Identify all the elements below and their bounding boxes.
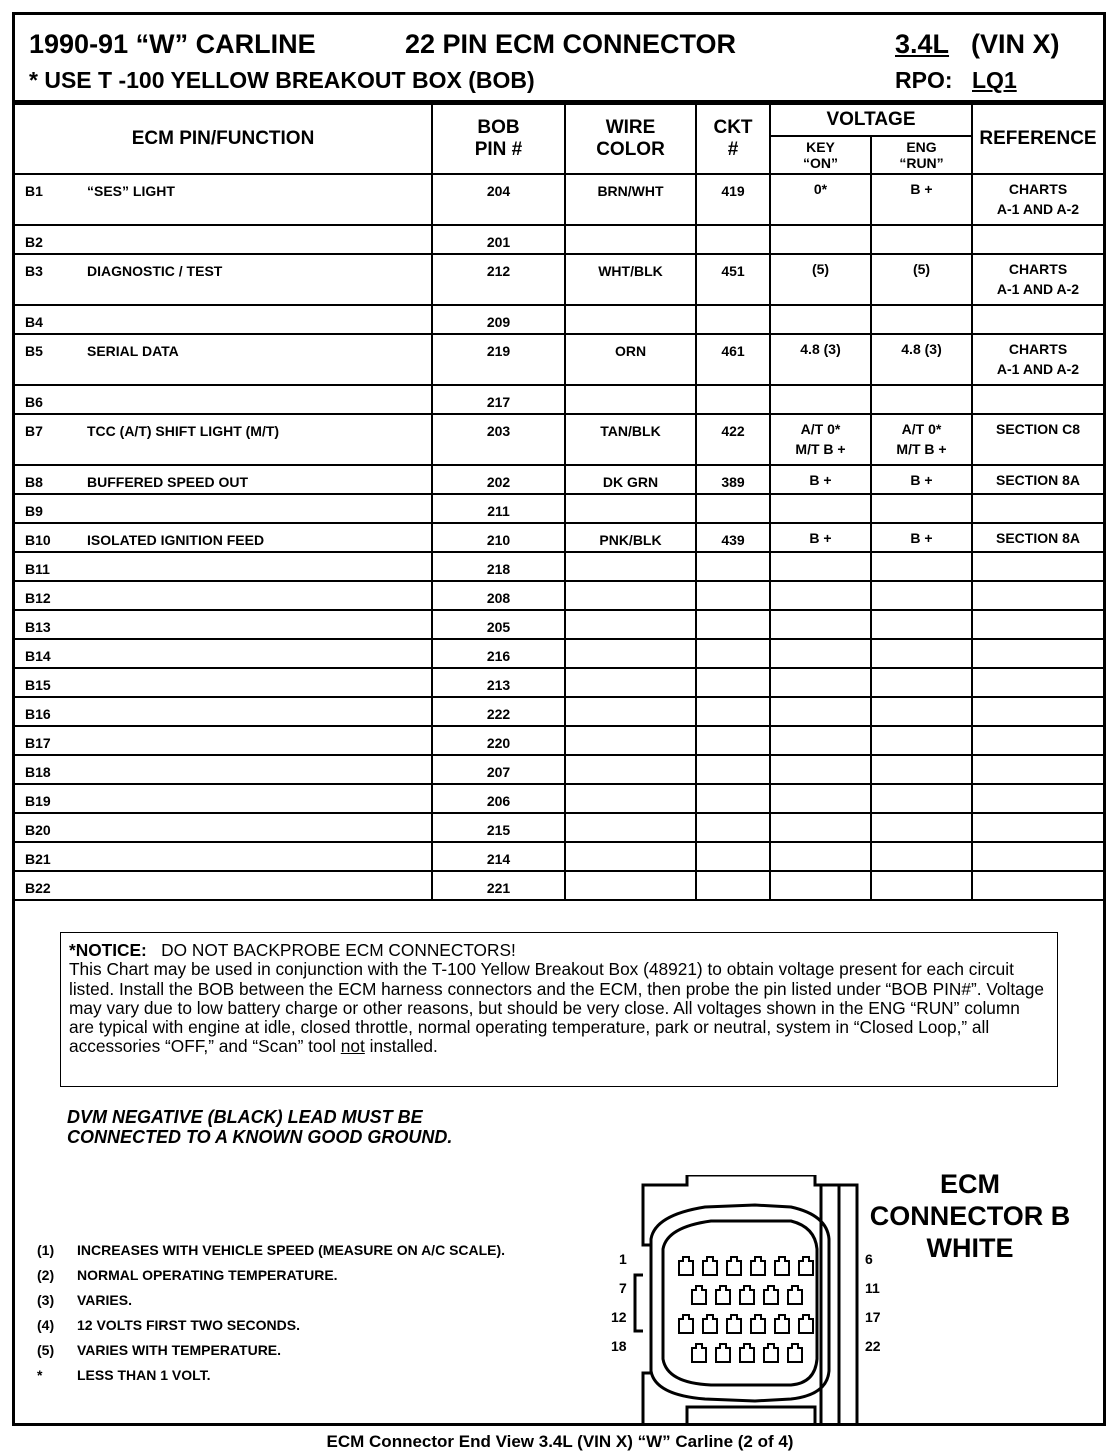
connector-pin-cavity <box>692 1344 706 1362</box>
ckt-cell <box>696 726 770 755</box>
table-row <box>15 254 1103 305</box>
bob-pin-cell: 209 <box>432 305 565 334</box>
connector-pin-cavity <box>775 1315 789 1333</box>
eng-run-cell <box>871 668 972 697</box>
wire-color-cell <box>565 305 696 334</box>
wire-color-cell <box>565 581 696 610</box>
bob-pin-cell: 216 <box>432 639 565 668</box>
connector-end-view-diagram <box>615 1175 865 1425</box>
eng-run-cell: 4.8 (3) <box>871 334 972 385</box>
key-on-cell <box>770 871 871 900</box>
reference-cell <box>972 494 1103 523</box>
pin-function-cell: B13 <box>15 610 432 639</box>
ckt-cell: 419 <box>696 174 770 225</box>
key-on-cell <box>770 726 871 755</box>
connector-pin-cavity <box>740 1344 754 1362</box>
eng-run-cell <box>871 225 972 254</box>
pin-function-cell: B1 “SES” LIGHT <box>15 174 432 225</box>
eng-run-cell <box>871 552 972 581</box>
eng-run-cell <box>871 305 972 334</box>
eng-run-cell <box>871 813 972 842</box>
eng-run-cell: A/T 0* M/T B + <box>871 414 972 465</box>
wire-color-cell: PNK/BLK <box>565 523 696 552</box>
reference-cell <box>972 726 1103 755</box>
connector-pin-cavity <box>716 1344 730 1362</box>
table-row <box>15 334 1103 385</box>
table-row <box>15 639 1103 668</box>
notice-title: *NOTICE: <box>69 940 147 960</box>
key-on-cell: (5) <box>770 254 871 305</box>
key-on-cell <box>770 813 871 842</box>
wire-color-cell <box>565 726 696 755</box>
reference-cell <box>972 552 1103 581</box>
col-pin-function: ECM PIN/FUNCTION <box>15 104 432 174</box>
wire-color-cell <box>565 755 696 784</box>
connector-title: 22 PIN ECM CONNECTOR <box>405 29 737 59</box>
table-row <box>15 305 1103 334</box>
rpo-value: LQ1 <box>972 67 1017 93</box>
wire-color-cell <box>565 813 696 842</box>
key-on-cell <box>770 305 871 334</box>
connector-pin-cavity <box>727 1257 741 1275</box>
reference-cell <box>972 385 1103 414</box>
eng-run-cell: B + <box>871 465 972 494</box>
pin-label-22: 22 <box>865 1338 881 1354</box>
ckt-cell <box>696 668 770 697</box>
page-footer: ECM Connector End View 3.4L (VIN X) “W” Carline (2 of 4) <box>326 1432 794 1451</box>
col-key-on: KEY “ON” <box>770 136 871 174</box>
reference-cell <box>972 305 1103 334</box>
connector-label: ECM CONNECTOR B WHITE <box>869 1169 1071 1263</box>
connector-pin-cavity <box>788 1344 802 1362</box>
footnote-item: (5) VARIES WITH TEMPERATURE. <box>37 1342 282 1358</box>
bob-pin-cell: 203 <box>432 414 565 465</box>
eng-run-cell <box>871 842 972 871</box>
pin-function-cell: B21 <box>15 842 432 871</box>
eng-run-cell <box>871 385 972 414</box>
table-row <box>15 494 1103 523</box>
reference-cell: CHARTS A-1 AND A-2 <box>972 174 1103 225</box>
ckt-cell: 439 <box>696 523 770 552</box>
pin-function-cell: B15 <box>15 668 432 697</box>
pin-function-cell: B20 <box>15 813 432 842</box>
eng-run-cell <box>871 726 972 755</box>
eng-run-cell <box>871 639 972 668</box>
table-row <box>15 755 1103 784</box>
eng-run-cell <box>871 610 972 639</box>
pin-function-cell: B17 <box>15 726 432 755</box>
bob-pin-cell: 220 <box>432 726 565 755</box>
eng-run-cell <box>871 697 972 726</box>
notice-body: This Chart may be used in conjunction with the T-100 Yellow Breakout Box (48921) to obtain voltage present for each circuit listed. Install the BOB between the ECM harness connectors and the ECM, then probe the pin listed under “BOB PIN#”. Voltage may vary due to low battery charge or other reasons, but should be very close. All voltages shown in the ENG “RUN” column are typical with engine at idle, closed throttle, normal operating temperature, park or neutral, system in “Closed Loop,” all accessories “OFF,” and “Scan” tool not installed. <box>69 959 1045 1057</box>
connector-pin-cavity <box>764 1286 778 1304</box>
key-on-cell <box>770 668 871 697</box>
bob-pin-cell: 206 <box>432 784 565 813</box>
bob-pin-cell: 222 <box>432 697 565 726</box>
bob-pin-cell: 214 <box>432 842 565 871</box>
table-row <box>15 385 1103 414</box>
eng-run-cell <box>871 784 972 813</box>
key-on-cell: B + <box>770 523 871 552</box>
pin-function-cell: B6 <box>15 385 432 414</box>
pin-function-cell: B7 TCC (A/T) SHIFT LIGHT (M/T) <box>15 414 432 465</box>
connector-pin-cavity <box>679 1257 693 1275</box>
ckt-cell <box>696 305 770 334</box>
col-ckt: CKT # <box>696 104 770 174</box>
footnote-item: (4) 12 VOLTS FIRST TWO SECONDS. <box>37 1317 300 1333</box>
wire-color-cell <box>565 225 696 254</box>
pin-label-18: 18 <box>611 1338 627 1354</box>
key-on-cell: A/T 0* M/T B + <box>770 414 871 465</box>
ckt-cell <box>696 581 770 610</box>
pin-label-12: 12 <box>611 1309 627 1325</box>
col-reference: REFERENCE <box>972 104 1103 174</box>
ckt-cell: 389 <box>696 465 770 494</box>
table-row <box>15 225 1103 254</box>
ckt-cell <box>696 610 770 639</box>
ckt-cell <box>696 385 770 414</box>
key-on-cell <box>770 784 871 813</box>
wire-color-cell: TAN/BLK <box>565 414 696 465</box>
wire-color-cell <box>565 871 696 900</box>
table-row <box>15 552 1103 581</box>
pin-function-cell: B19 <box>15 784 432 813</box>
key-on-cell: 4.8 (3) <box>770 334 871 385</box>
bob-pin-cell: 202 <box>432 465 565 494</box>
eng-run-cell: B + <box>871 174 972 225</box>
eng-run-cell <box>871 581 972 610</box>
reference-cell <box>972 871 1103 900</box>
wire-color-cell <box>565 610 696 639</box>
bob-pin-cell: 207 <box>432 755 565 784</box>
table-row <box>15 871 1103 900</box>
ckt-cell <box>696 494 770 523</box>
table-row <box>15 813 1103 842</box>
ckt-cell <box>696 552 770 581</box>
connector-pin-cavity <box>727 1315 741 1333</box>
reference-cell <box>972 755 1103 784</box>
ckt-cell <box>696 871 770 900</box>
key-on-cell <box>770 639 871 668</box>
pin-function-cell: B3 DIAGNOSTIC / TEST <box>15 254 432 305</box>
bob-pin-cell: 201 <box>432 225 565 254</box>
bob-pin-cell: 215 <box>432 813 565 842</box>
bob-subtitle: * USE T -100 YELLOW BREAKOUT BOX (BOB) <box>29 67 535 93</box>
pin-function-cell: B11 <box>15 552 432 581</box>
key-on-cell <box>770 494 871 523</box>
col-voltage: VOLTAGE <box>770 104 972 136</box>
connector-pin-cavity <box>799 1257 813 1275</box>
pin-function-cell: B18 <box>15 755 432 784</box>
connector-pin-cavity <box>788 1286 802 1304</box>
connector-pin-cavity <box>703 1257 717 1275</box>
reference-cell: SECTION C8 <box>972 414 1103 465</box>
key-on-cell <box>770 552 871 581</box>
reference-cell <box>972 610 1103 639</box>
eng-run-cell: (5) <box>871 254 972 305</box>
col-bob-pin: BOB PIN # <box>432 104 565 174</box>
connector-pin-cavity <box>703 1315 717 1333</box>
key-on-cell <box>770 581 871 610</box>
connector-pin-cavity <box>764 1344 778 1362</box>
wire-color-cell <box>565 697 696 726</box>
pin-function-cell: B14 <box>15 639 432 668</box>
carline-title: 1990-91 “W” CARLINE <box>29 29 316 59</box>
pin-label-1: 1 <box>619 1251 627 1267</box>
ckt-cell <box>696 813 770 842</box>
connector-pin-cavity <box>751 1257 765 1275</box>
reference-cell <box>972 784 1103 813</box>
ckt-cell <box>696 697 770 726</box>
reference-cell: SECTION 8A <box>972 523 1103 552</box>
table-row <box>15 697 1103 726</box>
vin-code: (VIN X) <box>971 29 1060 59</box>
connector-pin-cavity <box>751 1315 765 1333</box>
pin-function-cell: B4 <box>15 305 432 334</box>
key-on-cell <box>770 697 871 726</box>
wire-color-cell <box>565 784 696 813</box>
pin-label-17: 17 <box>865 1309 881 1325</box>
key-on-cell: B + <box>770 465 871 494</box>
table-row <box>15 726 1103 755</box>
wire-color-cell <box>565 552 696 581</box>
bob-pin-cell: 208 <box>432 581 565 610</box>
reference-cell: CHARTS A-1 AND A-2 <box>972 334 1103 385</box>
connector-pin-cavity <box>679 1315 693 1333</box>
wire-color-cell <box>565 668 696 697</box>
reference-cell <box>972 581 1103 610</box>
table-row <box>15 523 1103 552</box>
footnote-item: (3) VARIES. <box>37 1292 132 1308</box>
col-eng-run: ENG “RUN” <box>871 136 972 174</box>
footnote-item: * LESS THAN 1 VOLT. <box>37 1367 211 1383</box>
eng-run-cell <box>871 755 972 784</box>
pin-function-cell: B9 <box>15 494 432 523</box>
table-row <box>15 668 1103 697</box>
pin-function-cell: B5 SERIAL DATA <box>15 334 432 385</box>
bob-pin-cell: 211 <box>432 494 565 523</box>
reference-cell <box>972 639 1103 668</box>
wire-color-cell: DK GRN <box>565 465 696 494</box>
wire-color-cell: WHT/BLK <box>565 254 696 305</box>
eng-run-cell: B + <box>871 523 972 552</box>
footnote-item: (2) NORMAL OPERATING TEMPERATURE. <box>37 1267 338 1283</box>
rpo-label: RPO: <box>895 67 953 93</box>
reference-cell <box>972 842 1103 871</box>
wire-color-cell: BRN/WHT <box>565 174 696 225</box>
ckt-cell <box>696 842 770 871</box>
eng-run-cell <box>871 871 972 900</box>
table-row <box>15 842 1103 871</box>
reference-cell <box>972 697 1103 726</box>
wire-color-cell <box>565 385 696 414</box>
reference-cell: CHARTS A-1 AND A-2 <box>972 254 1103 305</box>
ckt-cell: 461 <box>696 334 770 385</box>
pin-function-cell: B16 <box>15 697 432 726</box>
key-on-cell <box>770 385 871 414</box>
wire-color-cell: ORN <box>565 334 696 385</box>
key-on-cell <box>770 842 871 871</box>
table-row <box>15 610 1103 639</box>
bob-pin-cell: 219 <box>432 334 565 385</box>
connector-pin-cavity <box>692 1286 706 1304</box>
connector-pin-cavity <box>740 1286 754 1304</box>
reference-cell <box>972 813 1103 842</box>
ckt-cell: 422 <box>696 414 770 465</box>
pin-label-11: 11 <box>865 1280 880 1296</box>
connector-pin-cavity <box>775 1257 789 1275</box>
eng-run-cell <box>871 494 972 523</box>
table-row <box>15 784 1103 813</box>
pin-function-cell: B12 <box>15 581 432 610</box>
wire-color-cell <box>565 639 696 668</box>
ckt-cell <box>696 784 770 813</box>
pin-table <box>15 103 1103 901</box>
notice-heading: DO NOT BACKPROBE ECM CONNECTORS! <box>161 940 516 960</box>
col-wire-color: WIRE COLOR <box>565 104 696 174</box>
bob-pin-cell: 204 <box>432 174 565 225</box>
key-on-cell <box>770 225 871 254</box>
pin-function-cell: B10 ISOLATED IGNITION FEED <box>15 523 432 552</box>
table-row <box>15 465 1103 494</box>
bob-pin-cell: 213 <box>432 668 565 697</box>
table-row <box>15 414 1103 465</box>
ckt-cell: 451 <box>696 254 770 305</box>
engine-size: 3.4L <box>895 29 950 59</box>
reference-cell <box>972 668 1103 697</box>
table-row <box>15 581 1103 610</box>
pin-label-6: 6 <box>865 1251 873 1267</box>
key-on-cell: 0* <box>770 174 871 225</box>
pin-function-cell: B8 BUFFERED SPEED OUT <box>15 465 432 494</box>
ckt-cell <box>696 225 770 254</box>
ecm-chart-sheet <box>12 12 1106 1426</box>
pin-label-7: 7 <box>619 1280 627 1296</box>
chart-header <box>15 15 1103 103</box>
dvm-warning: DVM NEGATIVE (BLACK) LEAD MUST BE CONNECTED TO A KNOWN GOOD GROUND. <box>67 1107 453 1147</box>
reference-cell: SECTION 8A <box>972 465 1103 494</box>
ckt-cell <box>696 639 770 668</box>
key-on-cell <box>770 610 871 639</box>
connector-pin-cavity <box>716 1286 730 1304</box>
pin-function-cell: B22 <box>15 871 432 900</box>
bob-pin-cell: 217 <box>432 385 565 414</box>
pin-function-cell: B2 <box>15 225 432 254</box>
footnotes <box>37 1242 505 1392</box>
table-row <box>15 174 1103 225</box>
connector-pin-cavity <box>799 1315 813 1333</box>
footnote-item: (1) INCREASES WITH VEHICLE SPEED (MEASURE ON A/C SCALE). <box>37 1242 506 1258</box>
reference-cell <box>972 225 1103 254</box>
bob-pin-cell: 221 <box>432 871 565 900</box>
bob-pin-cell: 218 <box>432 552 565 581</box>
ckt-cell <box>696 755 770 784</box>
key-on-cell <box>770 755 871 784</box>
wire-color-cell <box>565 842 696 871</box>
wire-color-cell <box>565 494 696 523</box>
bob-pin-cell: 212 <box>432 254 565 305</box>
bob-pin-cell: 210 <box>432 523 565 552</box>
bob-pin-cell: 205 <box>432 610 565 639</box>
notice-box <box>60 932 1058 1087</box>
